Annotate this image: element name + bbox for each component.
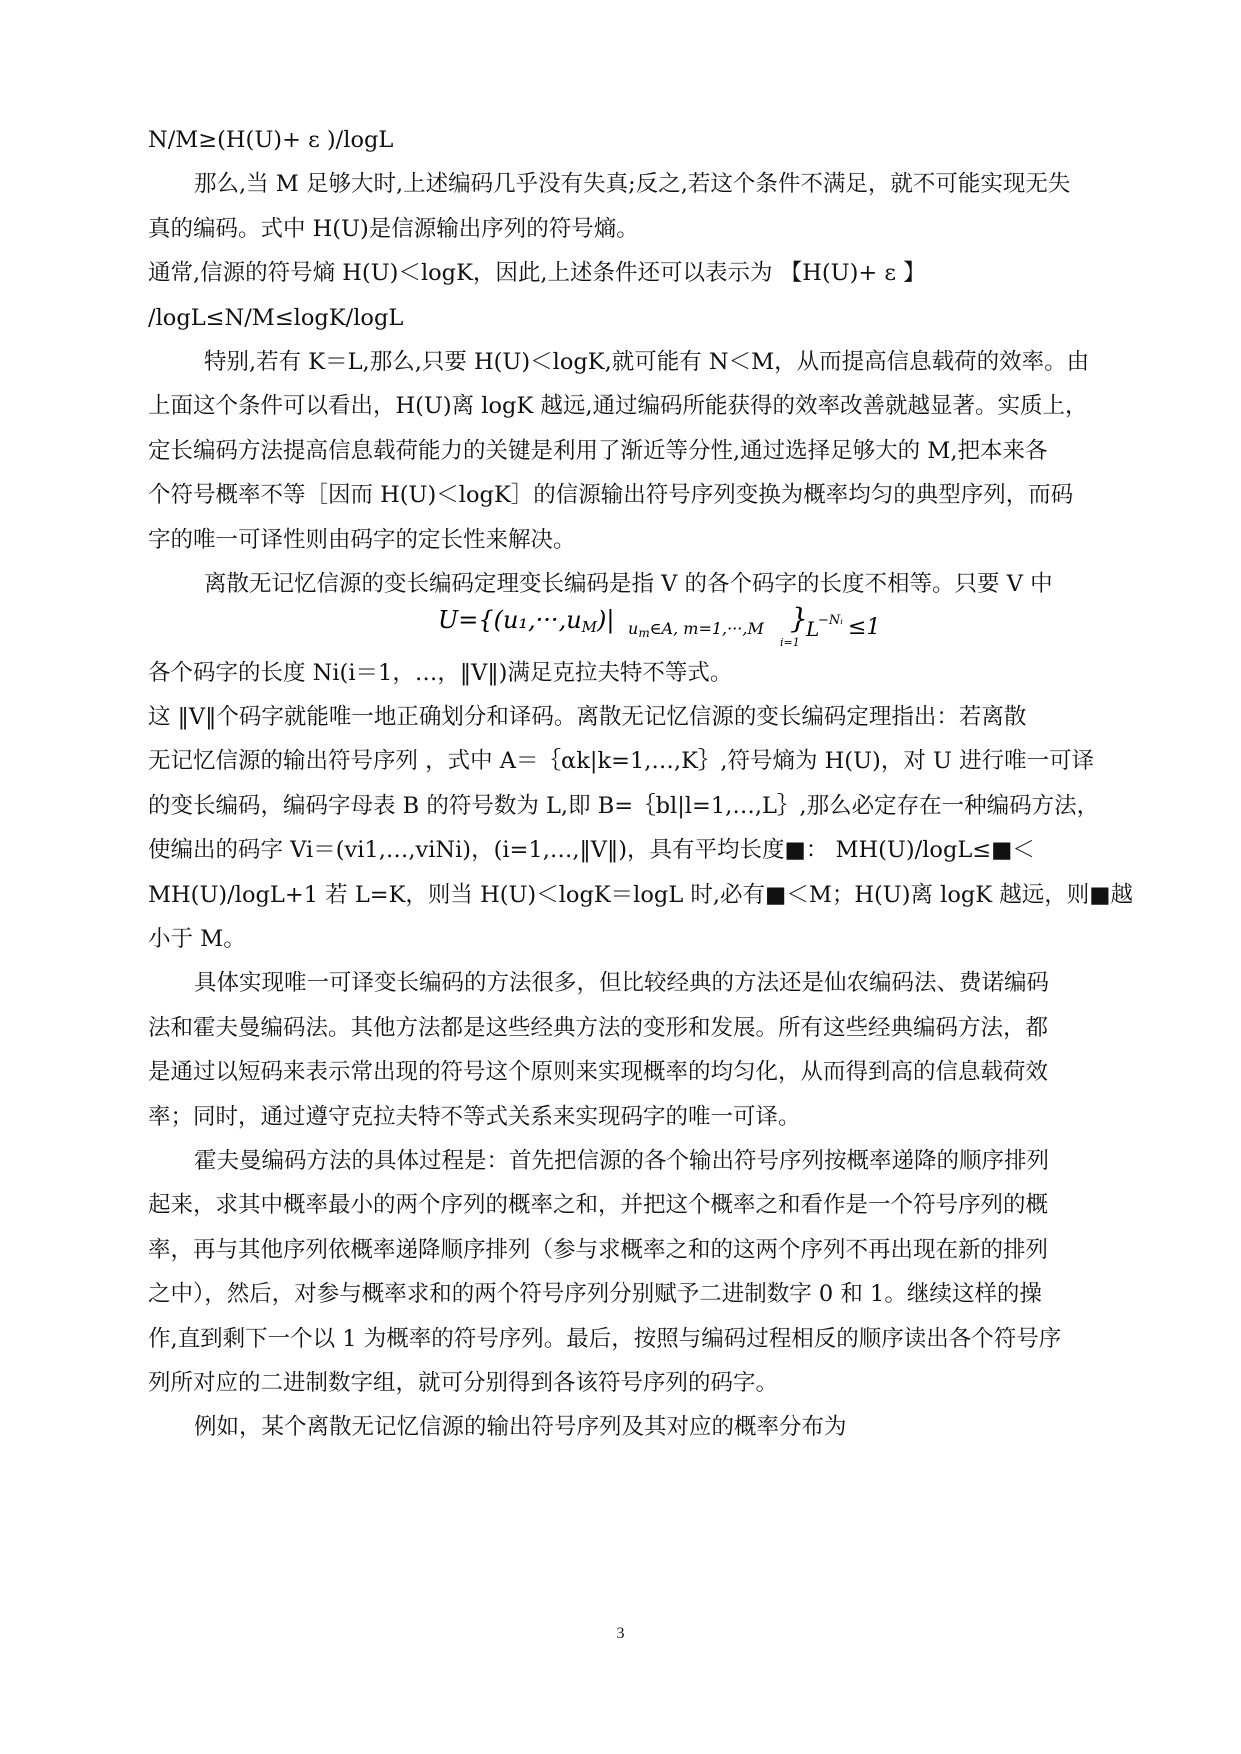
text-line: 霍夫曼编码方法的具体过程是：首先把信源的各个输出符号序列按概率递降的顺序排列 bbox=[194, 1147, 1050, 1174]
text-line: 小于 M。 bbox=[148, 926, 246, 953]
text-line: 的变长编码，编码字母表 B 的符号数为 L,即 B=｛bl|l=1,…,L｝,那么必定存在一种编码方法， bbox=[148, 792, 1100, 819]
text-line: 这 ‖V‖个码字就能唯一地正确划分和译码。离散无记忆信源的变长编码定理指出：若离散 bbox=[148, 704, 1027, 731]
text-line: 法和霍夫曼编码法。其他方法都是这些经典方法的变形和发展。所有这些经典编码方法，都 bbox=[148, 1014, 1049, 1041]
formula-row bbox=[148, 602, 1160, 650]
text-line: 之中），然后，对参与概率求和的两个符号序列分别赋予二进制数字 0 和 1。继续这样的操 bbox=[148, 1281, 1042, 1308]
text-line: 定长编码方法提高信息载荷能力的关键是利用了渐近等分性,通过选择足够大的 M,把本来各 bbox=[148, 437, 1048, 464]
text-line: 使编出的码字 Vi＝(vi1,…,viNi)，(i=1,…,‖V‖)，具有平均长度■： MH(U)/logL≤■＜ bbox=[148, 837, 1035, 864]
text-line: 各个码字的长度 Ni(i＝1，…，‖V‖)满足克拉夫特不等式。 bbox=[148, 659, 733, 686]
text-line: 个符号概率不等［因而 H(U)＜logK］的信源输出符号序列变换为概率均匀的典型序列，而码 bbox=[148, 482, 1074, 509]
text-line-condition: N/M≥(H(U)+ ε )/logL bbox=[148, 127, 394, 153]
formula-close-brace: } bbox=[790, 602, 808, 636]
text-line: 列所对应的二进制数字组，就可分别得到各该符号序列的码字。 bbox=[148, 1369, 779, 1396]
text-line: 率；同时，通过遵守克拉夫特不等式关系来实现码字的唯一可译。 bbox=[148, 1103, 801, 1130]
text-line: MH(U)/logL+1 若 L=K，则当 H(U)＜logK＝logL 时,必有■＜M；H(U)离 logK 越远，则■越 bbox=[148, 881, 1134, 908]
body-text bbox=[148, 118, 1160, 1450]
text-line: 字的唯一可译性则由码字的定长性来解决。 bbox=[148, 526, 576, 553]
formula-condition: um∈A, m=1,···,M bbox=[628, 619, 764, 641]
text-line: 具体实现唯一可译变长编码的方法很多，但比较经典的方法还是仙农编码法、费诺编码 bbox=[194, 970, 1050, 997]
formula-kraft-rel: ≤1 bbox=[848, 615, 881, 641]
text-line: 真的编码。式中 H(U)是信源输出序列的符号熵。 bbox=[148, 215, 639, 242]
text-line: /logL≤N/M≤logK/logL bbox=[148, 304, 404, 331]
formula-sum-index: i=1 bbox=[780, 636, 800, 649]
formula-image bbox=[438, 602, 958, 648]
text-line: 例如，某个离散无记忆信源的输出符号序列及其对应的概率分布为 bbox=[194, 1414, 847, 1441]
text-line: 特别,若有 K＝L,那么,只要 H(U)＜logK,就可能有 N＜M，从而提高信息载荷的效率。由 bbox=[204, 348, 1090, 375]
formula-set: U={(u₁,···,uM)| bbox=[438, 606, 615, 637]
text-line: 离散无记忆信源的变长编码定理变长编码是指 V 的各个码字的长度不相等。只要 V 中 bbox=[204, 570, 1053, 597]
text-line: 率，再与其他序列依概率递降顺序排列（参与求概率之和的这两个序列不再出现在新的排列 bbox=[148, 1236, 1049, 1263]
formula-kraft-exp: −Nᵢ bbox=[818, 613, 843, 629]
formula-kraft-base: L bbox=[806, 617, 820, 642]
text-line: 作,直到剩下一个以 1 为概率的符号序列。最后，按照与编码过程相反的顺序读出各个符号序 bbox=[148, 1325, 1062, 1352]
text-line: 上面这个条件可以看出，H(U)离 logK 越远,通过编码所能获得的效率改善就越显著。实质上， bbox=[148, 393, 1088, 420]
text-line: 那么,当 M 足够大时,上述编码几乎没有失真;反之,若这个条件不满足，就不可能实现无失 bbox=[194, 171, 1071, 198]
text-line: 起来，求其中概率最小的两个序列的概率之和，并把这个概率之和看作是一个符号序列的概 bbox=[148, 1192, 1049, 1219]
page-number: 3 bbox=[616, 1625, 625, 1642]
text-line: 无记忆信源的输出符号序列 ，式中 A＝｛αk|k=1,…,K｝,符号熵为 H(U)，对 U 进行唯一可译 bbox=[148, 748, 1095, 775]
text-line: 通常,信源的符号熵 H(U)＜logK，因此,上述条件还可以表示为 【H(U)+ ε 】 bbox=[148, 260, 926, 287]
text-line: 是通过以短码来表示常出现的符号这个原则来实现概率的均匀化，从而得到高的信息载荷效 bbox=[148, 1059, 1049, 1086]
